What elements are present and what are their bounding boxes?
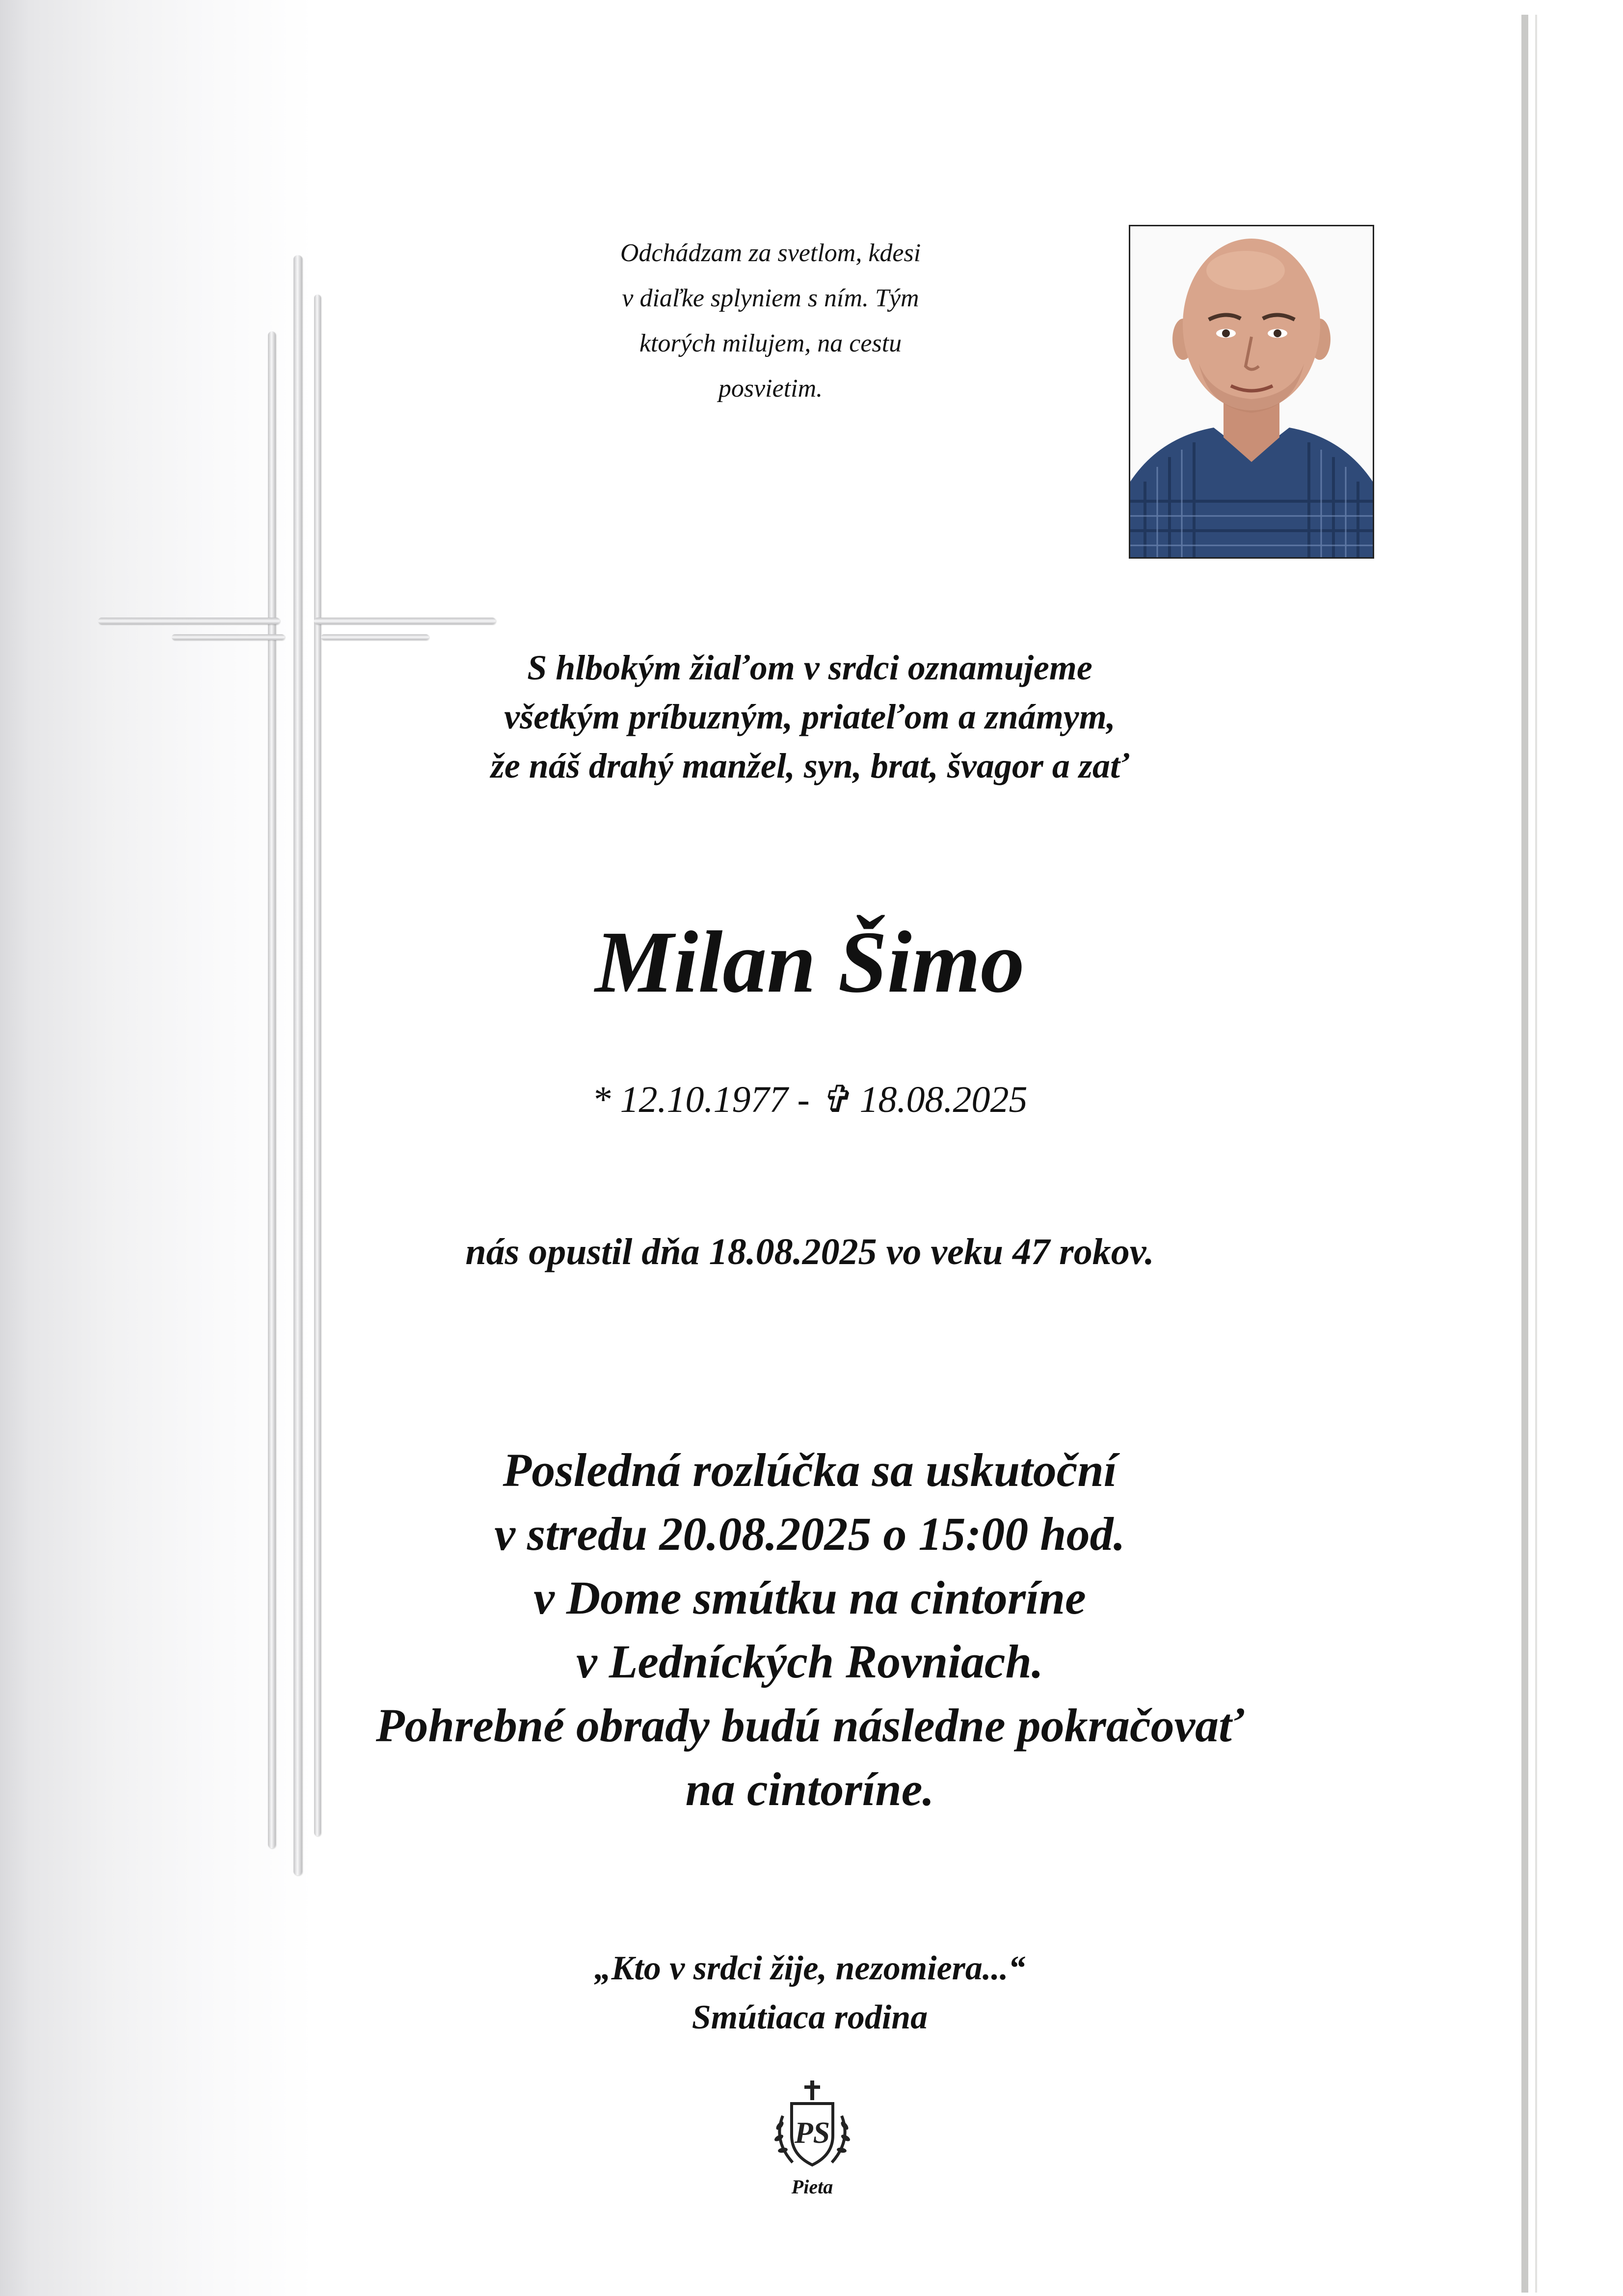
right-border-thin-line	[1535, 15, 1537, 2293]
deceased-name: Milan Šimo	[595, 913, 1025, 1011]
portrait-photo	[1129, 225, 1374, 559]
death-cross-icon: ✞	[819, 1079, 851, 1120]
funeral-details: Posledná rozlúčka sa uskutoční v stredu 20.08.2025 o 15:00 hod. v Dome smútku na cintoríne v Ledníckých Rovniach. Pohrebné obrady budú následne pokračovať na cintoríne.	[375, 1444, 1244, 1815]
life-dates	[319, 1075, 1301, 1124]
opening-quote: Odchádzam za svetlom, kdesi v diaľke splyniem s ním. Tým ktorých milujem, na cestu posvietim.	[620, 239, 921, 403]
age-statement: nás opustil dňa 18.08.2025 vo veku 47 rokov.	[465, 1231, 1154, 1272]
date-separator: -	[797, 1079, 810, 1120]
birth-date: 12.10.1977	[620, 1079, 788, 1120]
logo-label: Pieta	[791, 2176, 833, 2198]
pieta-logo	[763, 2077, 861, 2199]
death-date: 18.08.2025	[859, 1079, 1028, 1120]
announcement-intro: S hlbokým žiaľom v srdci oznamujeme všetkým príbuzným, priateľom a známym, že náš drahý manžel, syn, brat, švagor a zať	[490, 648, 1129, 785]
logo-monogram: PS	[794, 2116, 830, 2150]
right-border-line	[1521, 15, 1528, 2293]
pieta-emblem-icon	[763, 2077, 861, 2175]
mourning-family: Smútiaca rodina	[692, 1999, 928, 2036]
portrait-illustration	[1130, 226, 1373, 557]
birth-marker: *	[592, 1079, 611, 1120]
closing-motto: „Kto v srdci žije, nezomiera...“	[594, 1949, 1026, 1987]
